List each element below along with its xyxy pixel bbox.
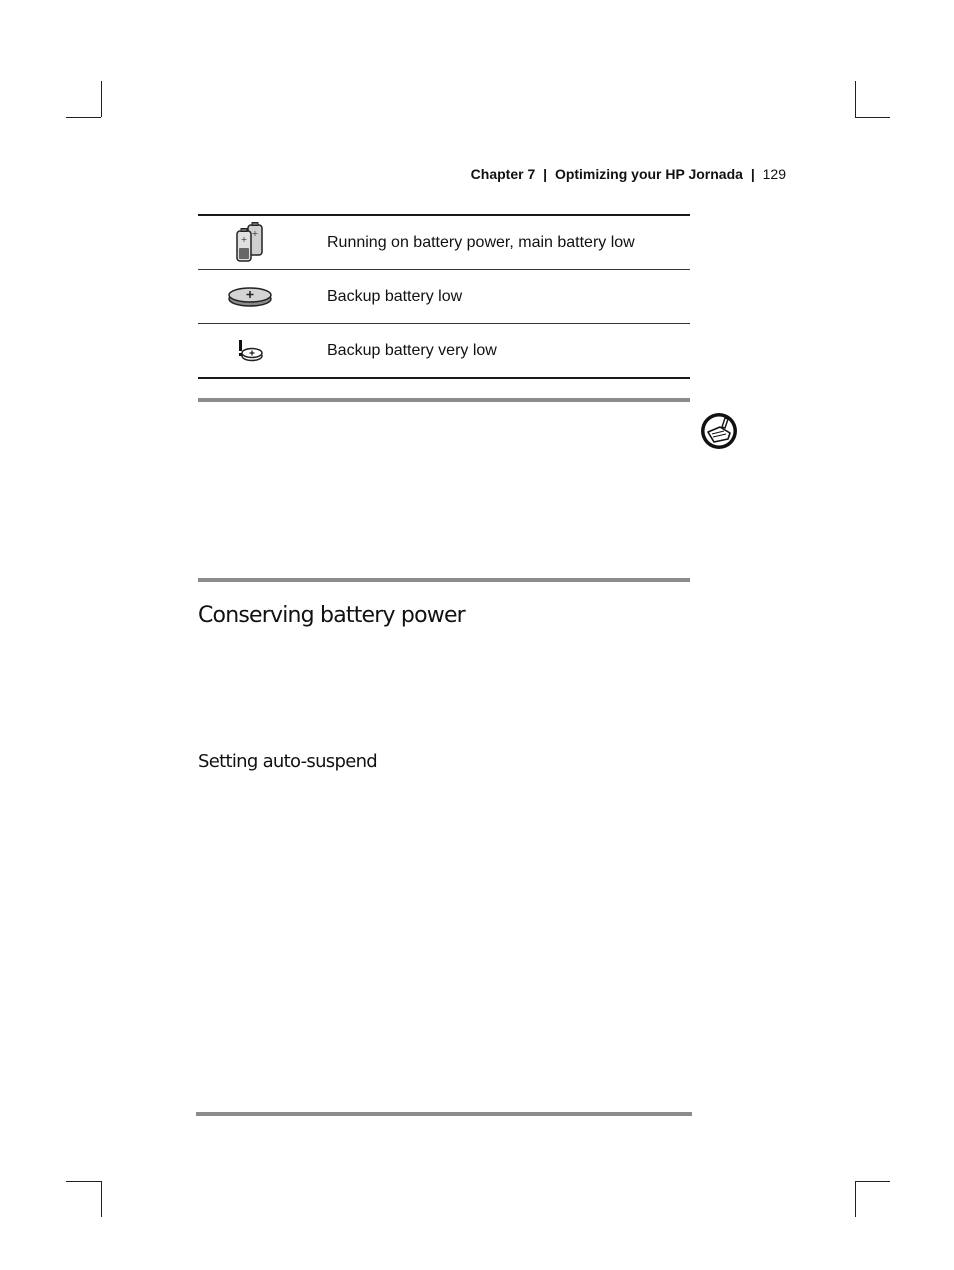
svg-text:+: + [251,228,259,238]
crop-mark [855,81,856,117]
crop-mark [101,1181,102,1217]
table-row [198,269,690,323]
section-heading: Conserving battery power [198,603,465,628]
row-description: Backup battery low [327,287,463,305]
backup-battery-very-low-icon [236,339,264,363]
crop-mark [855,1181,890,1182]
chapter-title: Optimizing your HP Jornada [554,166,743,182]
backup-battery-low-icon [227,285,273,309]
chapter-label: Chapter 7 [470,166,536,182]
page-number: 129 [762,166,786,182]
crop-mark [855,1181,856,1217]
svg-text:+: + [240,234,248,244]
crop-mark [66,1181,101,1182]
section-divider [196,1112,692,1116]
crop-mark [101,81,102,117]
crop-mark [855,117,890,118]
note-hand-icon [700,412,738,450]
table-row [198,323,690,377]
header-separator: | [750,166,755,182]
header-separator: | [543,166,548,182]
crop-mark [66,117,101,118]
section-divider [198,398,690,402]
main-battery-low-icon [233,222,267,264]
battery-status-table [198,214,690,379]
row-description: Backup battery very low [327,341,497,359]
row-description: Running on battery power, main battery low [327,233,635,251]
subsection-heading: Setting auto-suspend [198,751,378,772]
table-row [198,216,690,269]
section-divider [198,578,690,582]
running-header [420,166,786,182]
